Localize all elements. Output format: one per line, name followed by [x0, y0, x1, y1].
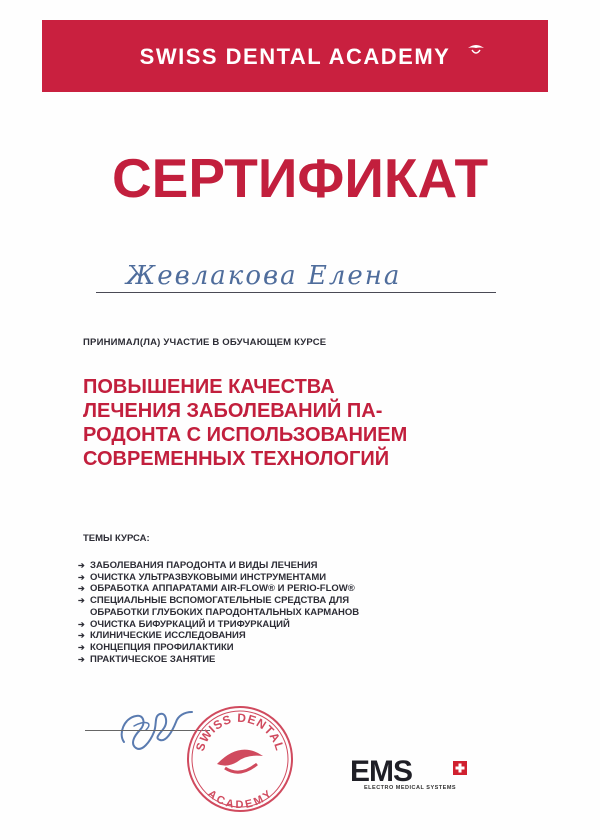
tooth-logo-icon	[466, 42, 486, 58]
topic-text: КЛИНИЧЕСКИЕ ИССЛЕДОВАНИЯ	[90, 630, 246, 642]
topic-text: ОБРАБОТКА АППАРАТАМИ AIR-FLOW® И PERIO-FLOW®	[90, 583, 355, 595]
topics-list	[78, 560, 359, 665]
list-item	[78, 654, 359, 666]
arrow-bullet-icon: ➔	[78, 631, 85, 641]
stamp-text-bottom: ACADEMY	[205, 787, 275, 812]
list-item	[78, 619, 359, 631]
list-item	[78, 583, 359, 595]
arrow-bullet-icon: ➔	[78, 584, 85, 594]
ems-logo	[350, 755, 480, 791]
arrow-bullet-icon: ➔	[78, 561, 85, 570]
name-underline	[96, 292, 496, 293]
topic-text: КОНЦЕПЦИЯ ПРОФИЛАКТИКИ	[90, 641, 234, 653]
svg-text:ACADEMY	[205, 788, 275, 811]
topic-text: ОЧИСТКА БИФУРКАЦИЙ И ТРИФУРКАЦИЙ	[90, 618, 290, 630]
topic-text: ПРАКТИЧЕСКОЕ ЗАНЯТИЕ	[90, 653, 216, 665]
arrow-bullet-icon: ➔	[78, 596, 85, 606]
recipient-name-field	[96, 255, 516, 295]
topics-heading: ТЕМЫ КУРСА:	[83, 533, 150, 544]
arrow-bullet-icon: ➔	[78, 642, 85, 652]
banner-title: SWISS DENTAL ACADEMY	[139, 44, 451, 69]
list-item	[78, 572, 359, 584]
participation-text: ПРИНИМАЛ(ЛА) УЧАСТИЕ В ОБУЧАЮЩЕМ КУРСЕ	[83, 337, 327, 348]
arrow-bullet-icon: ➔	[78, 619, 85, 629]
list-item-continuation: ОБРАБОТКИ ГЛУБОКИХ ПАРОДОНТАЛЬНЫХ КАРМАНОВ	[90, 606, 360, 618]
certificate-title: СЕРТИФИКАТ	[111, 147, 489, 209]
topic-text: ОЧИСТКА УЛЬТРАЗВУКОВЫМИ ИНСТРУМЕНТАМИ	[90, 571, 327, 583]
svg-text:SWISS DENTAL	[193, 711, 287, 753]
topic-text: СПЕЦИАЛЬНЫЕ ВСПОМОГАТЕЛЬНЫЕ СРЕДСТВА ДЛЯ	[90, 595, 350, 607]
course-title-line: ПОВЫШЕНИЕ КАЧЕСТВА	[83, 376, 335, 398]
ems-logo-subtitle: ELECTRO MEDICAL SYSTEMS	[364, 785, 457, 791]
list-item	[78, 560, 359, 572]
ems-logo-text: EMS	[350, 755, 413, 788]
stamp-text-top: SWISS DENTAL	[192, 710, 288, 753]
course-title	[83, 375, 503, 471]
topic-text: ЗАБОЛЕВАНИЯ ПАРОДОНТА И ВИДЫ ЛЕЧЕНИЯ	[90, 560, 318, 571]
recipient-name: Жевлакова Елена	[126, 261, 402, 291]
arrow-bullet-icon: ➔	[78, 654, 85, 664]
header-banner	[42, 20, 548, 92]
academy-stamp	[185, 704, 295, 814]
list-item	[78, 642, 359, 654]
course-title-line: СОВРЕМЕННЫХ ТЕХНОЛОГИЙ	[83, 448, 390, 470]
arrow-bullet-icon: ➔	[78, 572, 85, 582]
stamp-tooth-icon	[217, 750, 263, 773]
swiss-cross-icon	[453, 761, 467, 775]
list-item	[78, 595, 359, 607]
list-item	[78, 630, 359, 642]
course-title-line: ЛЕЧЕНИЯ ЗАБОЛЕВАНИЙ ПА-	[83, 400, 383, 422]
course-title-line: РОДОНТА С ИСПОЛЬЗОВАНИЕМ	[83, 424, 408, 446]
